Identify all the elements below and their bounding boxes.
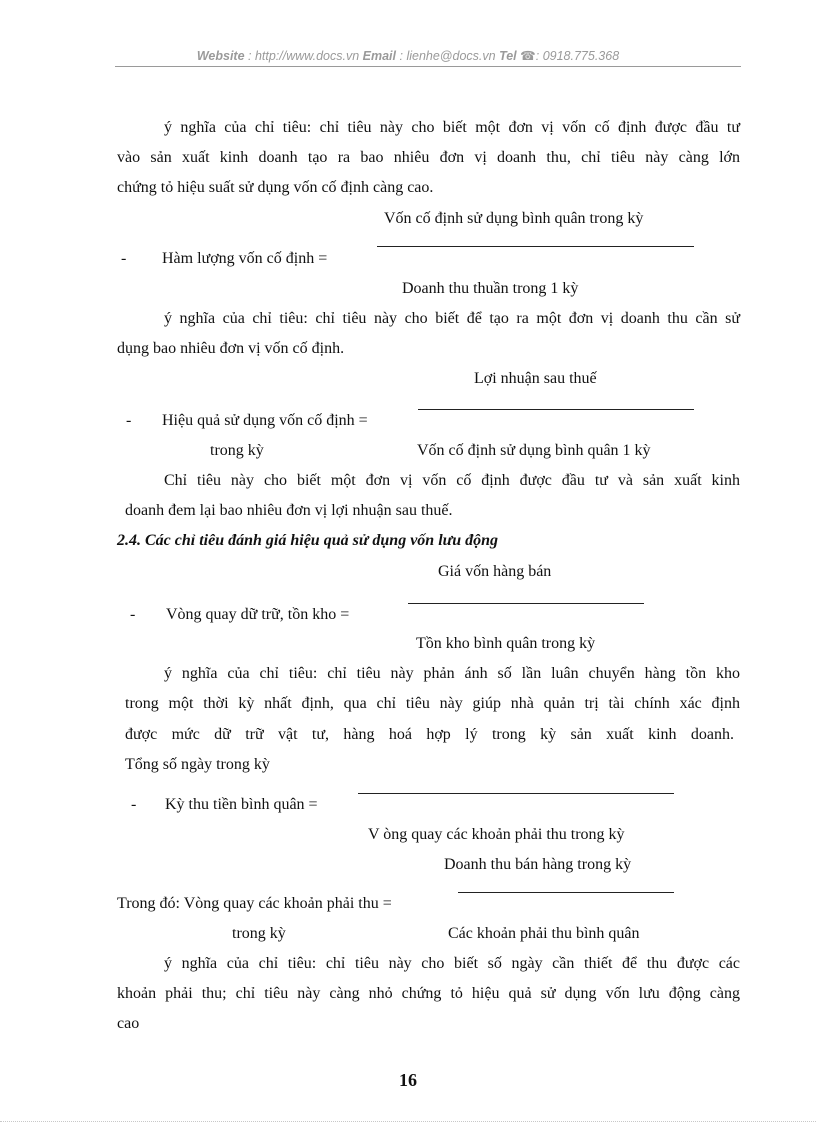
para1-line3: chứng tỏ hiệu suất sử dụng vốn cố định càng cao. (117, 179, 434, 196)
para4-line4: Tổng số ngày trong kỳ (125, 756, 270, 773)
f1-fraction-bar (377, 246, 694, 247)
f3-numerator: Giá vốn hàng bán (438, 563, 552, 580)
f3-label: Vòng quay dữ trữ, tồn kho = (166, 606, 350, 623)
para4-line1: ý nghĩa của chỉ tiêu: chỉ tiêu này phản ánh số lần luân chuyển hàng tồn kho (164, 665, 740, 682)
f1-label: Hàm lượng vốn cố định = (162, 250, 328, 267)
f5-fraction-bar (458, 892, 674, 893)
f4-fraction-bar (358, 793, 674, 794)
f2-denominator: Vốn cố định sử dụng bình quân 1 kỳ (417, 442, 651, 459)
f1-numerator: Vốn cố định sử dụng bình quân trong kỳ (384, 210, 644, 227)
email-value[interactable]: lienhe@docs.vn (406, 49, 496, 63)
f5-numerator: Doanh thu bán hàng trong kỳ (444, 856, 632, 873)
f5-label-cont: trong kỳ (232, 925, 286, 942)
f1-dash: - (121, 250, 127, 267)
section-heading: 2.4. Các chỉ tiêu đánh giá hiệu quả sử dụng vốn lưu động (117, 532, 499, 549)
f3-denominator: Tồn kho bình quân trong kỳ (416, 635, 596, 652)
para5-line3: cao (117, 1015, 140, 1032)
f2-numerator: Lợi nhuận sau thuế (474, 370, 597, 387)
para2-line1: ý nghĩa của chỉ tiêu: chỉ tiêu này cho biết để tạo ra một đơn vị doanh thu cần sử (164, 310, 740, 327)
f4-label: Kỳ thu tiền bình quân = (165, 796, 318, 813)
para1-line1: ý nghĩa của chỉ tiêu: chỉ tiêu này cho biết một đơn vị vốn cố định được đầu tư (164, 119, 740, 136)
para4-line2: trong một thời kỳ nhất định, qua chỉ tiêu này giúp nhà quản trị tài chính xác định (125, 695, 740, 712)
website-label: Website (196, 49, 245, 63)
page-header: Website : http://www.docs.vn Email : lienhe@docs.vn Tel ☎: 0918.775.368 (196, 49, 620, 63)
f2-label: Hiệu quả sử dụng vốn cố định = (162, 412, 368, 429)
para5-line1: ý nghĩa của chỉ tiêu: chỉ tiêu này cho biết số ngày cần thiết để thu được các (164, 955, 740, 972)
f4-denominator: V òng quay các khoản phải thu trong kỳ (368, 826, 625, 843)
f2-dash: - (126, 412, 132, 429)
f1-denominator: Doanh thu thuần trong 1 kỳ (402, 280, 579, 297)
f5-label: Trong đó: Vòng quay các khoản phải thu = (117, 895, 392, 912)
website-value[interactable]: http://www.docs.vn (254, 49, 360, 63)
f2-fraction-bar (418, 409, 694, 410)
f3-fraction-bar (408, 603, 644, 604)
footer-divider (0, 1121, 816, 1122)
para2-line2: dụng bao nhiêu đơn vị vốn cố định. (117, 340, 345, 357)
header-divider (115, 66, 741, 67)
para4-line3: được mức dữ trữ vật tư, hàng hoá hợp lý trong kỳ sản xuất kinh doanh. (125, 726, 734, 743)
f5-denominator: Các khoản phải thu bình quân (448, 925, 640, 942)
para3-line2: doanh đem lại bao nhiêu đơn vị lợi nhuận sau thuế. (125, 502, 453, 519)
tel-label: Tel (499, 49, 517, 63)
tel-value: 0918.775.368 (542, 49, 620, 63)
phone-icon: ☎ (520, 49, 536, 63)
para5-line2: khoản phải thu; chỉ tiêu này càng nhỏ chứng tỏ hiệu quả sử dụng vốn lưu động càng (117, 985, 740, 1002)
f4-dash: - (131, 796, 137, 813)
para3-line1: Chỉ tiêu này cho biết một đơn vị vốn cố định được đầu tư và sản xuất kinh (164, 472, 740, 489)
para1-line2: vào sản xuất kinh doanh tạo ra bao nhiêu đơn vị doanh thu, chỉ tiêu này càng lớn (117, 149, 740, 166)
email-label: Email (362, 49, 397, 63)
f3-dash: - (130, 606, 136, 623)
page-number: 16 (399, 1070, 417, 1090)
f2-label-cont: trong kỳ (210, 442, 264, 459)
